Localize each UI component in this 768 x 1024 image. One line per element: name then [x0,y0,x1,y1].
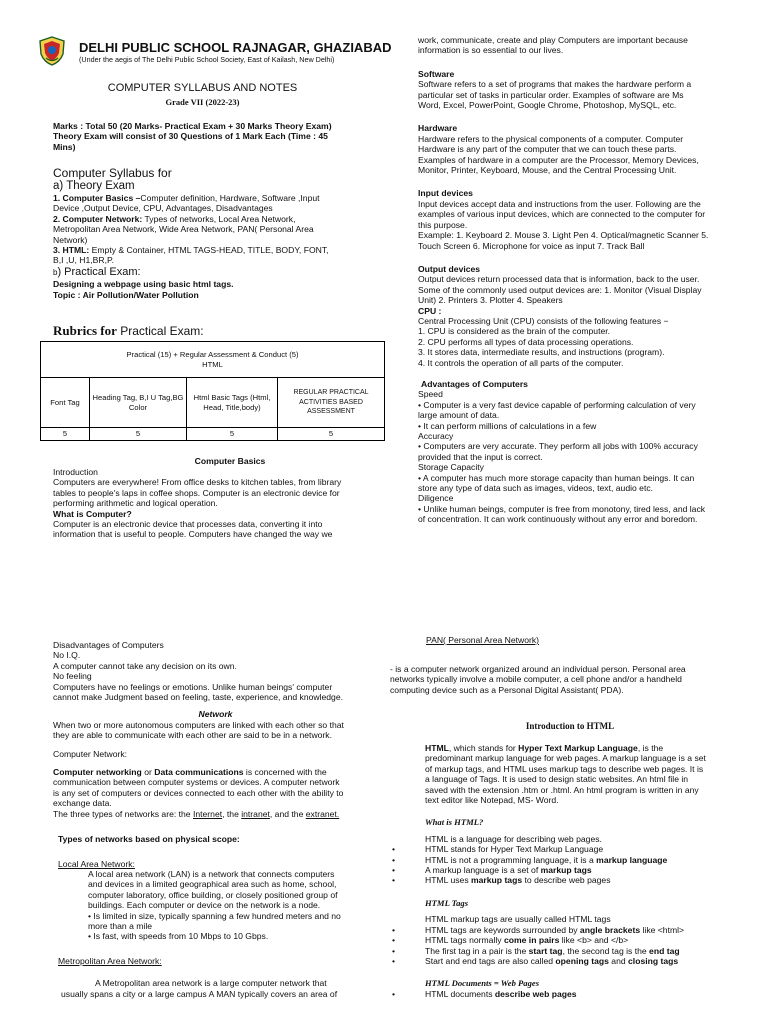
text-span: The first tag in a pair is the [425,945,529,956]
grade-label: Grade VII (2022-23) [165,97,240,107]
text-line: predominant markup language for web pages. A markup language is a set [425,753,706,764]
text-span: A markup language is a set of [425,865,541,876]
table-cell: 5 [187,428,278,441]
text-line: • Is fast, with speeds from 10 Mbps to 10 Gbps. [88,931,269,942]
text-span: HTML is not a programming language, it is a [425,854,597,865]
syllabus-item [53,214,398,224]
text-line: Diligence [418,493,454,504]
list-item [425,956,755,966]
subheading: Local Area Network: [58,858,135,869]
practical-line: Designing a webpage using basic html tags. [53,279,234,290]
table-row [41,428,385,441]
list-item [425,946,755,956]
html-docs-list [425,989,755,999]
bold-term: markup language [596,854,668,865]
text-line: • Computer is a very fast device capable of performing calculation of very [418,399,696,410]
subheading: Types of networks based on physical scope: [58,834,240,845]
practical-heading [53,266,398,280]
syllabus-item-cont: Network) [53,234,88,245]
text-line: • Computers are very accurate. They perform all jobs with 100% accuracy [418,441,698,452]
syllabus-item-cont: Device ,Output Device, CPU, Advantages, Disadvantages [53,203,273,214]
text-line: Software refers to a set of programs that makes the hardware perform a [418,79,692,90]
practical-line: Topic : Air Pollution/Water Pollution [53,289,199,300]
text-line: Monitor, Printer, Keyboard, Mouse, and the Central Processing Unit. [418,165,677,176]
text-span: is concerned with the [243,767,327,778]
text-line: Central Processing Unit (CPU) consists of the following features − [418,315,669,326]
what-html-list [425,844,755,886]
syllabus-item-cont: Metropolitan Area Network, Wide Area Network, PAN( Personal Area [53,224,314,235]
subheading: Output devices [418,263,481,274]
extranet-link[interactable]: extranet. [305,808,340,819]
text-line: A computer cannot take any decision on its own. [53,660,237,671]
text-line: A Metropolitan area network is a large computer network that [95,978,327,989]
bold-term: HTML [425,743,449,753]
html-tags-list [425,925,755,967]
text-line: 4. It controls the operation of all parts of the computer. [418,357,624,368]
table-row [41,342,385,378]
text-line: Touch Screen 6. Microphone for voice as input 7. Track Ball [418,240,645,251]
subheading: Hardware [418,123,458,134]
list-item [425,935,755,945]
text-line: and devices in a limited geographical area such as home, school, [88,879,337,890]
subheading: Computer Network: [53,748,128,759]
text-line: particular set of tasks in particular order. Examples of software are Ms [418,89,684,100]
text-line: of markup tags, and HTML uses markup tags to describe web pages. It is [425,763,704,774]
text-line: - is a computer network organized around an individual person. Personal area [390,664,686,674]
text-line: Example: 1. Keyboard 2. Mouse 3. Light Pen 4. Optical/magnetic Scanner 5. [418,230,709,241]
text-line: this purpose. [418,219,468,230]
text-line: networks typically involve a mobile computer, a cell phone and/or a handheld [390,674,682,685]
text-span: , the second tag is the [562,945,650,956]
subheading: What is HTML? [425,817,484,828]
text-span: The three types of networks are: the [53,808,193,819]
text-span: , is the [637,743,664,753]
pan-heading: PAN( Personal Area Network) [426,635,540,645]
text-line: Computers are everywhere! From office desks to kitchen tables, from library [53,477,342,488]
text-line: communication between computer systems or devices. A computer network [53,777,340,788]
text-span: HTML tags normally [425,935,504,946]
text-line: of concentration. It can work continuously without any error and boredom. [418,514,698,525]
left-bottom-column [53,640,388,999]
text-line: Computer is an electronic device that processes data, converting it into [53,519,323,530]
subheading: Input devices [418,188,473,199]
bold-term: opening tags [555,955,609,966]
text-span: Start and end tags are also called [425,955,556,966]
text-line: Output devices return processed data that is information, back to the user. [418,274,700,285]
school-name: DELHI PUBLIC SCHOOL RAJNAGAR, GHAZIABAD [79,40,392,55]
subheading: Disadvantages of Computers [53,640,164,650]
right-bottom-column [390,664,750,695]
school-logo-icon [38,36,66,66]
bold-term: Computer networking [53,767,142,778]
text-line [425,743,755,753]
text-line: Speed [418,389,443,400]
bold-term: end tag [649,945,680,956]
text-line: computer laboratory, office building, or closely positioned group of [88,889,338,900]
text-line: performing arithmetic and logical operation. [53,498,218,509]
syllabus-item-text: Empty & Container, HTML TAGS-HEAD, TITLE, BODY, FONT, [89,245,329,256]
text-line: usually spans a city or a large campus A MAN typically covers an area of [61,988,338,999]
text-span: and [608,955,629,966]
internet-link[interactable]: Internet [192,808,223,819]
text-span: to describe web pages [522,875,611,886]
table-header-cell: Heading Tag, B,I U Tag,BG Color [90,378,187,428]
text-line: examples of various input devices, which are connected to the computer for [418,209,706,220]
subheading: HTML Documents = Web Pages [425,978,540,989]
text-line: 3. It stores data, intermediate results, and instructions (program). [418,347,665,358]
text-span: like <b> and </b> [559,935,629,946]
computer-basics-block [53,467,403,540]
table-header-cell: Font Tag [41,378,90,428]
bold-term: angle brackets [579,924,641,935]
school-aegis: (Under the aegis of The Delhi Public School Society, East of Kailash, New Delhi) [79,55,335,64]
bold-term: Hyper Text Markup Language [518,743,638,753]
text-line: • A computer has much more storage capacity than human beings. It can [418,472,695,483]
table-header-cell: REGULAR PRACTICAL ACTIVITIES BASED ASSESSMENT [278,378,385,428]
text-line: Storage Capacity [418,462,484,473]
syllabus-item [53,245,398,255]
bold-term: describe web pages [494,988,577,999]
marks-line: Marks : Total 50 (20 Marks- Practical Exam + 30 Marks Theory Exam) [53,121,332,131]
text-line: Computers have no feelings or emotions. Unlike human beings' computer [53,681,333,692]
table-cell: 5 [90,428,187,441]
syllabus-item-label: 3. HTML: [53,245,90,256]
practical-heading-text: ) Practical Exam: [57,265,141,278]
table-cell: 5 [41,428,90,441]
text-line: information is so essential to our lives. [418,45,564,56]
intro-html-heading: Introduction to HTML [525,721,615,731]
bold-term: markup tags [540,865,592,876]
text-line: tables to people's laps in coffee shops. Computer is an electronic device for [53,487,340,498]
text-line: work, communicate, create and play Computers are important because [418,35,688,45]
subheading: What is Computer? [53,508,132,519]
text-span: or [141,767,155,778]
list-item [425,925,755,935]
text-line: No feeling [53,671,92,682]
text-line: a language of Tags. It is used to design static websites. An html file in [425,774,689,785]
syllabus-item-label: 2. Computer Network: [53,213,143,224]
marks-line: Mins) [53,141,76,152]
syllabus-item [53,193,398,203]
text-line: computing device such as a Personal Digital Assistant( PDA). [390,684,624,695]
text-line: HTML markup tags are usually called HTML tags [425,914,611,925]
text-line: Some of the commonly used output devices are: 1. Monitor (Visual Display [418,284,702,295]
bold-term: closing tags [628,955,679,966]
list-item [425,855,755,865]
marks-block [53,121,393,152]
subheading: Metropolitan Area Network: [58,955,162,966]
right-top-column [418,35,753,525]
text-line: No I.Q. [53,650,81,661]
text-line: When two or more autonomous computers are linked with each other so that [53,719,344,730]
syllabus-block [53,166,398,300]
computer-basics-heading: Computer Basics [194,456,266,466]
rubrics-table [40,341,385,441]
text-line: 1. CPU is considered as the brain of the computer. [418,326,611,337]
text-line: they are able to communicate with each other are said to be in a network. [53,730,332,741]
text-line: more than a mile [88,920,153,931]
text-line: cannot make Judgment based on feeling, taste, experience, and knowledge. [53,692,343,703]
text-line: buildings. Each computer or device on the network is a node. [88,900,321,911]
text-span: , and the [269,808,306,819]
text-span: , which stands for [448,743,519,753]
text-line: Unit) 2. Printers 3. Plotter 4. Speakers [418,295,563,306]
table-row [41,378,385,428]
bold-term: start tag [528,945,563,956]
text-line: Examples of hardware in a computer are the Processor, Memory Devices, [418,154,699,165]
text-line: A local area network (LAN) is a network that connects computers [88,868,335,879]
marks-line: Theory Exam will consist of 30 Questions of 1 Mark Each (Time : 45 [53,131,328,142]
rubrics-heading-rest: Practical Exam: [116,324,204,338]
syllabus-item-cont: B,I ,U, H1,BR,P. [53,255,114,266]
text-line: • Unlike human beings, computer is free from monotony, tired less, and lack [418,503,706,514]
subheading: Software [418,68,455,79]
list-item: • HTML stands for Hyper Text Markup Language [425,844,755,854]
text-line: provided that the input is correct. [418,451,543,462]
syllabus-item-text: Computer definition, Hardware, Software ,Input [140,193,320,203]
text-line: saved with the extension .htm or .html. An html program is written in any [425,784,699,795]
text-span: like <html> [640,924,685,935]
rubrics-heading-bold: Rubrics for [53,323,117,338]
subheading: HTML Tags [425,897,469,908]
intro-label: Introduction [53,467,98,477]
text-line: • It can perform millions of calculations in a few [418,420,597,431]
rubrics-subtitle: HTML [202,359,223,369]
table-cell: 5 [278,428,385,441]
text-line: • Is limited in size, typically spanning a few hundred meters and no [88,910,341,921]
syllabus-heading: Computer Syllabus for [53,166,172,180]
subheading: Advantages of Computers [421,378,528,389]
text-line: large amount of data. [418,410,500,421]
text-line: HTML is a language for describing web pages. [425,833,602,844]
text-line: Hardware is any part of the computer that we can touch these parts. [418,144,677,155]
subheading: Network [198,709,233,720]
text-line [53,809,388,819]
text-line: Word, Excel, PowerPoint, Google Chrome, Photoshop, MySQL, etc. [418,100,677,111]
text-line: information that is useful to people. Computers have changed the way we [53,529,333,540]
text-line: 2. CPU performs all types of data processing operations. [418,336,634,347]
list-item [425,989,755,999]
text-line: is any set of computers or devices connected to each other with the ability to [53,787,344,798]
text-span: HTML tags are keywords surrounded by [425,924,580,935]
table-cell [41,342,385,378]
practical-prefix: b [53,267,58,277]
text-line: text editor like Notepad, MS- Word. [425,795,559,806]
syllabus-item-text: Types of networks, Local Area Network, [142,213,296,224]
rubrics-heading [53,324,204,338]
list-item [425,875,755,885]
intranet-link[interactable]: intranet [241,808,270,819]
text-span: , the [222,808,242,819]
text-line [53,767,388,777]
text-line: Input devices accept data and instructions from the user. Following are the [418,198,701,209]
syllabus-item-label: 1. Computer Basics – [53,193,141,203]
theory-heading: a) Theory Exam [53,180,135,192]
document-title: COMPUTER SYLLABUS AND NOTES [107,82,298,94]
rubrics-title: Practical (15) + Regular Assessment & Conduct (5) [126,350,299,359]
bold-term: come in pairs [503,935,560,946]
text-line: exchange data. [53,798,112,809]
table-header-cell: Html Basic Tags (Html, Head, Title,body) [187,378,278,428]
lan-block [53,869,388,942]
text-line: store any type of data such as images, videos, text, audio etc. [418,483,654,494]
subheading: CPU : [418,305,442,316]
list-item [425,865,755,875]
bold-term: markup tags [471,875,523,886]
html-block [425,743,755,999]
text-line: Accuracy [418,431,454,441]
text-span: HTML uses [425,875,472,886]
text-span: HTML documents [425,988,495,999]
bold-term: Data communications [154,767,244,778]
text-line: Hardware refers to the physical components of a computer. Computer [418,133,684,144]
